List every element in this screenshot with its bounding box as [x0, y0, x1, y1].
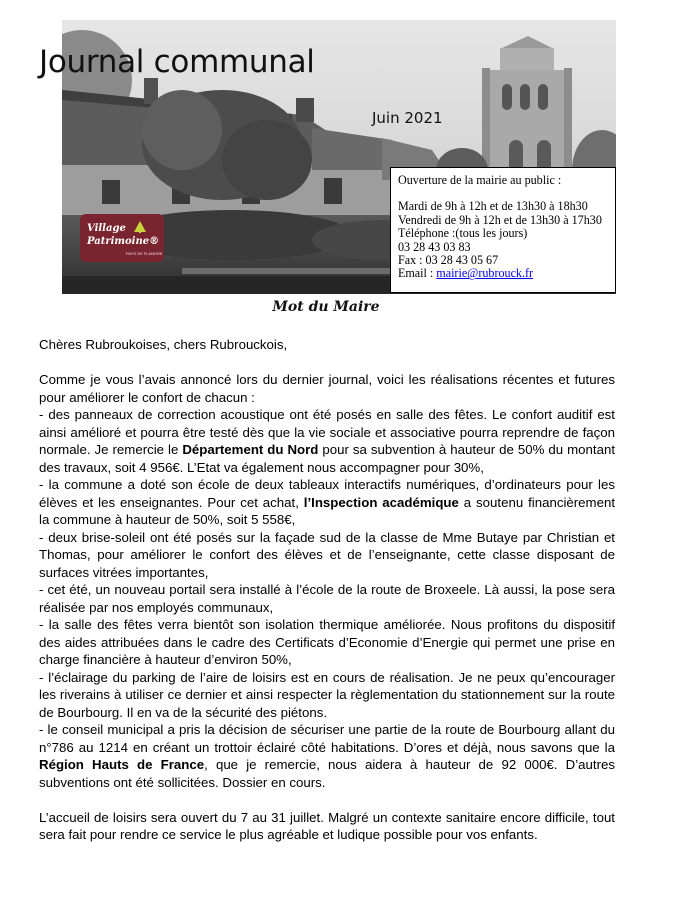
closing-paragraph: L’accueil de loisirs sera ouvert du 7 au 31 juillet. Malgré un contexte sanitaire encore difficile, tout sera fait pour rendre ce service le plus agréable et ludique possible pour vos enfants.: [39, 809, 615, 842]
intro-paragraph: Comme je vous l’avais annoncé lors du dernier journal, voici les réalisations récentes et futures pour améliorer le confort de chacun :: [39, 372, 615, 405]
issue-date: Juin 2021: [372, 109, 443, 127]
item-sidewalk: - le conseil municipal a pris la décision de sécuriser une partie de la route de Bourbourg allant du n°786 au 1214 en créant un trottoir éclairé côté habitations. D’ores et déjà, nous savons que la Région Hauts de France, que je remercie, nous aidera à hauteur de 92 000€. D’autres subventions ont été sollicitées. Dossier en cours.: [39, 722, 615, 790]
logo-line-patrimoine: Patrimoine®: [87, 236, 160, 247]
opening-heading: Ouverture de la mairie au public :: [398, 173, 562, 187]
item-acoustic-panels: - des panneaux de correction acoustique ont été posés en salle des fêtes. Le confort auditif est ainsi amélioré et pourra être testé dès que la vie sociale et associative pourra reprendre de façon normale. Je remercie le Département du Nord pour sa subvention à hauteur de 50% du montant des travaux, soit 4 956€. L’Etat va également nous accompagner pour 30%,: [39, 407, 615, 475]
article-body: [39, 336, 615, 844]
email-label: Email :: [398, 266, 437, 281]
hours-friday: Vendredi de 9h à 12h et de 13h30 à 17h30: [398, 212, 602, 227]
item-interactive-boards: - la commune a doté son école de deux tableaux interactifs numériques, d’ordinateurs pour les élèves et les enseignantes. Pour cet achat, l’Inspection académique a soutenu financièrement la commune à hauteur de 50%, soit 5 558€,: [39, 477, 616, 527]
hours-tuesday: Mardi de 9h à 12h et de 13h30 à 18h30: [398, 199, 588, 214]
leaf-icon: [132, 218, 148, 234]
phone-number: 03 28 43 03 83: [398, 239, 471, 254]
opening-hours-box: [390, 167, 616, 293]
greeting: Chères Rubroukoises, chers Rubrouckois,: [39, 337, 288, 352]
email-link[interactable]: mairie@rubrouck.fr: [436, 266, 534, 281]
phone-label: Téléphone :(tous les jours): [398, 226, 528, 241]
section-title: Mot du Maire: [272, 299, 380, 315]
bold-inspection: l’Inspection académique: [303, 494, 459, 510]
journal-title: Journal communal: [39, 44, 315, 80]
bold-region: Région Hauts de France: [39, 757, 205, 772]
item-school-gate: - cet été, un nouveau portail sera installé à l’école de la route de Broxeele. Là aussi, la pose sera réalisée par nos employés communaux,: [39, 582, 615, 615]
item-thermal-insulation: - la salle des fêtes verra bientôt son isolation thermique améliorée. Nous profitons du dispositif des aides attribuées dans le cadre des Certificats d’Economie d’Energie qui permet une prise en charge financière à hauteur d’environ 50%,: [39, 617, 615, 667]
fax-number: Fax : 03 28 43 05 67: [398, 253, 499, 268]
village-patrimoine-logo: [80, 214, 164, 262]
item-parking-lighting: - l’éclairage du parking de l’aire de loisirs est en cours de réalisation. Je ne peux qu’encourager les riverains à utiliser ce dernier et ainsi respecter la règlementation du stationnement sur la route de Bourbourg. Il en va de la sécurité des piétons.: [39, 669, 615, 720]
email-line: [398, 267, 615, 280]
bold-departement: Département du Nord: [182, 442, 319, 457]
logo-line-region: PAYS DE FLANDRE: [126, 251, 163, 256]
logo-line-village: Village: [87, 223, 126, 234]
item-sun-shades: - deux brise-soleil ont été posés sur la façade sud de la classe de Mme Butaye par Christian et Thomas, pour améliorer le confort des élèves et de l’enseignante, cette classe disposant de surfaces vitrées importantes,: [39, 529, 615, 580]
